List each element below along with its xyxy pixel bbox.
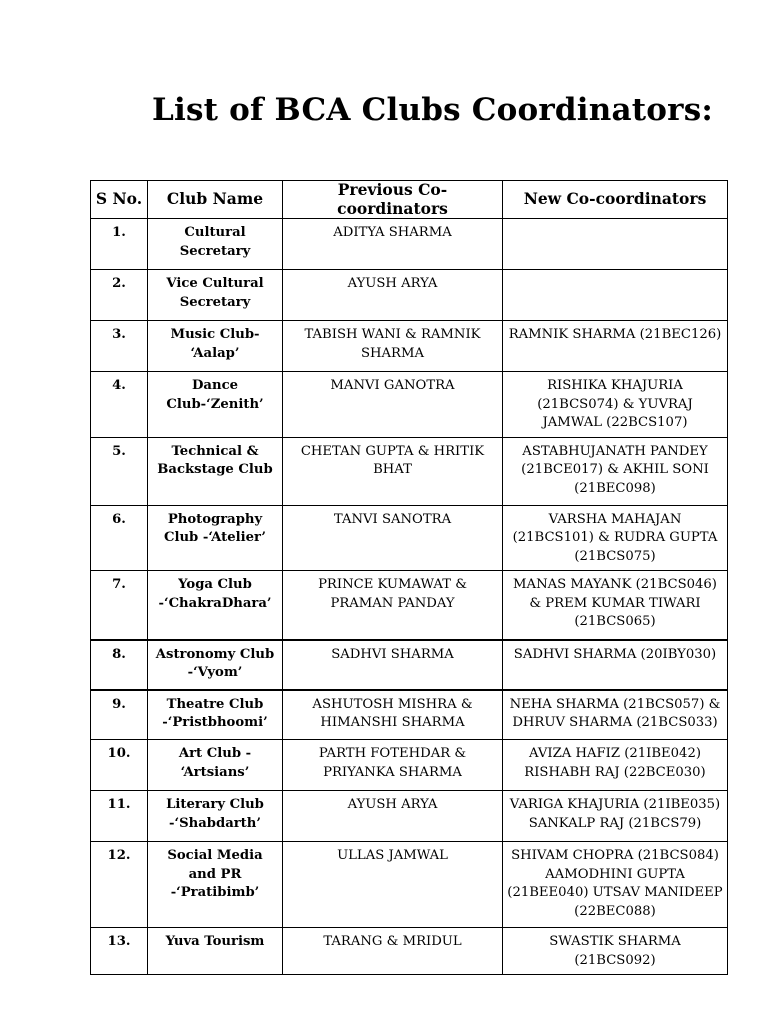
row-club-name: Technical & Backstage Club — [148, 437, 283, 505]
clubs-table — [90, 180, 728, 975]
row-sno: 13. — [91, 928, 148, 975]
row-club-name: Vice Cultural Secretary — [148, 270, 283, 321]
table-row — [91, 505, 728, 571]
table-row — [91, 928, 728, 975]
row-club-name: Yoga Club -‘ChakraDhara’ — [148, 571, 283, 640]
table-row — [91, 640, 728, 690]
row-previous: TANVI SANOTRA — [283, 505, 503, 571]
row-new: ASTABHUJANATH PANDEY (21BCE017) & AKHIL SONI (21BEC098) — [503, 437, 728, 505]
row-new: VARSHA MAHAJAN (21BCS101) & RUDRA GUPTA (21BCS075) — [503, 505, 728, 571]
row-new — [503, 270, 728, 321]
row-previous: ULLAS JAMWAL — [283, 842, 503, 928]
row-previous: PARTH FOTEHDAR & PRIYANKA SHARMA — [283, 740, 503, 791]
header-previous-coordinators: Previous Co-coordinators — [283, 181, 503, 219]
row-new: MANAS MAYANK (21BCS046) & PREM KUMAR TIWARI (21BCS065) — [503, 571, 728, 640]
row-previous: TARANG & MRIDUL — [283, 928, 503, 975]
row-club-name: Dance Club-‘Zenith’ — [148, 372, 283, 438]
table-row — [91, 791, 728, 842]
row-sno: 3. — [91, 321, 148, 372]
page-title: List of BCA Clubs Coordinators: — [152, 92, 714, 128]
row-previous: CHETAN GUPTA & HRITIK BHAT — [283, 437, 503, 505]
row-previous: ASHUTOSH MISHRA & HIMANSHI SHARMA — [283, 690, 503, 740]
table-row — [91, 740, 728, 791]
row-sno: 7. — [91, 571, 148, 640]
row-previous: PRINCE KUMAWAT & PRAMAN PANDAY — [283, 571, 503, 640]
row-club-name: Astronomy Club -‘Vyom’ — [148, 640, 283, 690]
row-previous: AYUSH ARYA — [283, 791, 503, 842]
row-previous: MANVI GANOTRA — [283, 372, 503, 438]
table-row — [91, 842, 728, 928]
row-sno: 12. — [91, 842, 148, 928]
row-previous: ADITYA SHARMA — [283, 219, 503, 270]
row-club-name: Theatre Club -‘Pristbhoomi’ — [148, 690, 283, 740]
row-new: RISHIKA KHAJURIA (21BCS074) & YUVRAJ JAMWAL (22BCS107) — [503, 372, 728, 438]
row-club-name: Music Club- ‘Aalap’ — [148, 321, 283, 372]
row-sno: 2. — [91, 270, 148, 321]
table-row — [91, 372, 728, 438]
header-new-coordinators: New Co-coordinators — [503, 181, 728, 219]
table-row — [91, 321, 728, 372]
row-sno: 6. — [91, 505, 148, 571]
row-previous: AYUSH ARYA — [283, 270, 503, 321]
row-previous: SADHVI SHARMA — [283, 640, 503, 690]
row-sno: 4. — [91, 372, 148, 438]
row-new: SHIVAM CHOPRA (21BCS084) AAMODHINI GUPTA (21BEE040) UTSAV MANIDEEP (22BEC088) — [503, 842, 728, 928]
table-row — [91, 690, 728, 740]
row-club-name: Literary Club -‘Shabdarth’ — [148, 791, 283, 842]
row-new: AVIZA HAFIZ (21IBE042) RISHABH RAJ (22BCE030) — [503, 740, 728, 791]
row-sno: 11. — [91, 791, 148, 842]
table-row — [91, 270, 728, 321]
row-club-name: Cultural Secretary — [148, 219, 283, 270]
header-sno: S No. — [91, 181, 148, 219]
row-new: VARIGA KHAJURIA (21IBE035) SANKALP RAJ (21BCS79) — [503, 791, 728, 842]
row-sno: 5. — [91, 437, 148, 505]
row-sno: 10. — [91, 740, 148, 791]
row-new: SWASTIK SHARMA (21BCS092) — [503, 928, 728, 975]
row-new: SADHVI SHARMA (20IBY030) — [503, 640, 728, 690]
table-header-row — [91, 181, 728, 219]
row-club-name: Art Club - ‘Artsians’ — [148, 740, 283, 791]
table-row — [91, 219, 728, 270]
row-new — [503, 219, 728, 270]
table-row — [91, 571, 728, 640]
table-row — [91, 437, 728, 505]
row-new: NEHA SHARMA (21BCS057) & DHRUV SHARMA (21BCS033) — [503, 690, 728, 740]
row-sno: 8. — [91, 640, 148, 690]
row-sno: 1. — [91, 219, 148, 270]
row-sno: 9. — [91, 690, 148, 740]
row-club-name: Photography Club -‘Atelier’ — [148, 505, 283, 571]
row-previous: TABISH WANI & RAMNIK SHARMA — [283, 321, 503, 372]
row-club-name: Social Media and PR -‘Pratibimb’ — [148, 842, 283, 928]
row-new: RAMNIK SHARMA (21BEC126) — [503, 321, 728, 372]
header-club-name: Club Name — [148, 181, 283, 219]
row-club-name: Yuva Tourism — [148, 928, 283, 975]
